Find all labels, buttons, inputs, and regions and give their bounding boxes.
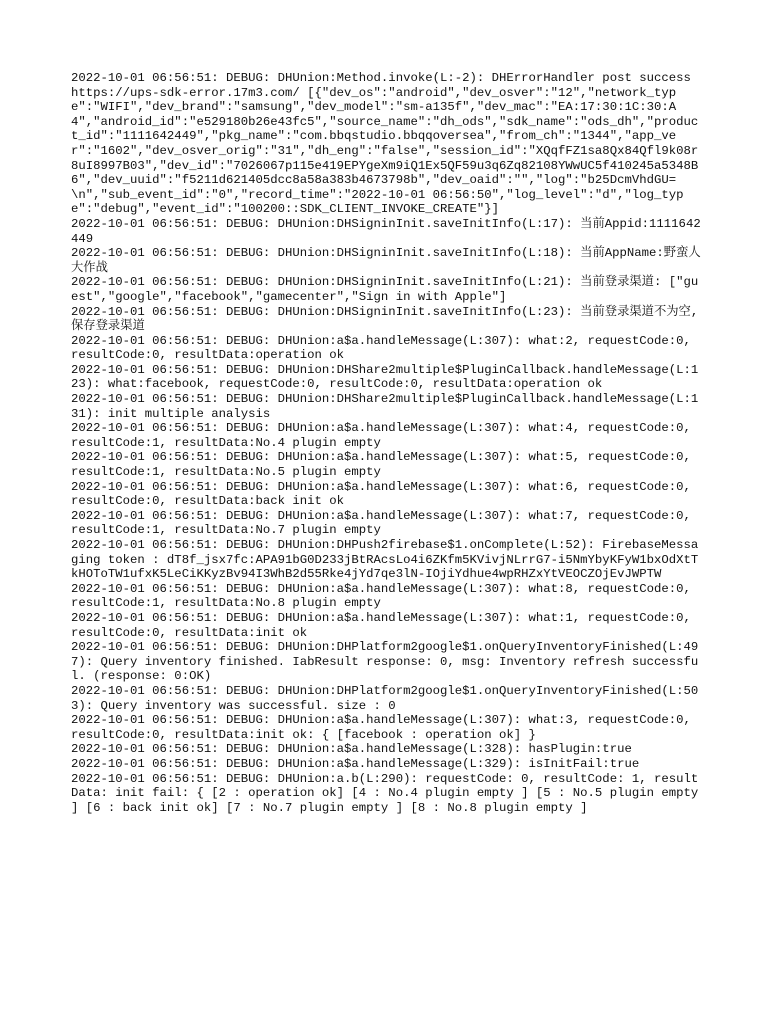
log-line: 2022-10-01 06:56:51: DEBUG: DHUnion:a$a.handleMessage(L:307): what:3, requestCode:0, resultCode:0, resultData:init ok: { [facebook : operation ok] } bbox=[71, 713, 699, 742]
log-line: 2022-10-01 06:56:51: DEBUG: DHUnion:a$a.handleMessage(L:307): what:7, requestCode:0, resultCode:1, resultData:No.7 plugin empty bbox=[71, 508, 699, 538]
log-line: 2022-10-01 06:56:51: DEBUG: DHUnion:a$a.handleMessage(L:307): what:8, requestCode:0, resultCode:1, resultData:No.8 plugin empty bbox=[71, 581, 699, 611]
log-line: 2022-10-01 06:56:51: DEBUG: DHUnion:a$a.handleMessage(L:307): what:5, requestCode:0, resultCode:1, resultData:No.5 plugin empty bbox=[71, 450, 699, 480]
log-line: 2022-10-01 06:56:51: DEBUG: DHUnion:a$a.handleMessage(L:307): what:4, requestCode:0, resultCode:1, resultData:No.4 plugin empty bbox=[71, 421, 699, 450]
log-line: 2022-10-01 06:56:51: DEBUG: DHUnion:DHSigninInit.saveInitInfo(L:23): 当前登录渠道不为空,保存登录渠道 bbox=[71, 304, 699, 334]
log-line: 2022-10-01 06:56:51: DEBUG: DHUnion:a$a.handleMessage(L:307): what:2, requestCode:0, resultCode:0, resultData:operation ok bbox=[71, 333, 699, 363]
log-line: 2022-10-01 06:56:51: DEBUG: DHUnion:a$a.handleMessage(L:307): what:6, requestCode:0, resultCode:0, resultData:back init ok bbox=[71, 479, 699, 509]
debug-log-document bbox=[71, 71, 706, 815]
log-line: 2022-10-01 06:56:51: DEBUG: DHUnion:DHSigninInit.saveInitInfo(L:17): 当前Appid:1111642449 bbox=[71, 216, 701, 246]
log-line: 2022-10-01 06:56:51: DEBUG: DHUnion:a.b(L:290): requestCode: 0, resultCode: 1, resultData: init fail: { [2 : operation ok] [4 : No.4 plugin empty ] [5 : No.5 plugin empty ] [6 : back init ok] [7 : No.7 plugin empty ] [8 : No.8 plugin empty ] bbox=[71, 771, 706, 815]
log-line: 2022-10-01 06:56:51: DEBUG: DHUnion:a$a.handleMessage(L:329): isInitFail:true bbox=[71, 756, 640, 771]
log-line: 2022-10-01 06:56:51: DEBUG: DHUnion:DHShare2multiple$PluginCallback.handleMessage(L:131): init multiple analysis bbox=[71, 392, 699, 421]
log-line: 2022-10-01 06:56:51: DEBUG: DHUnion:Method.invoke(L:-2): DHErrorHandler post success https://ups-sdk-error.17m3.com/ [{"dev_os":"android","dev_osver":"12","network_type":"WIFI","dev_brand":"samsung","dev_model":"sm-a135f","dev_mac":"EA:17:30:1C:30:A4","android_id":"e529180b26e43fc5","source_name":"dh_ods","sdk_name":"ods_dh","product_id":"1111642449","pkg_name":"com.bbqstudio.bbqqoversea","from_ch":"1344","app_ver":"1602","dev_osver_orig":"31","dh_eng":"false","session_id":"XQqfFZ1sa8Qx84Qfl9k08r8uI8997B03","dev_id":"7026067p115e419EPYgeXm9iQ1Ex5QF59u3q6Zq82108YWwUC5f410245a5348B6","dev_uuid":"f5211d621405dcc8a58a383b4673798b","dev_oaid":"","log":"b25DcmVhdGU=\n","sub_event_id":"0","record_time":"2022-10-01 06:56:50","log_level":"d","log_type":"debug","event_id":"100200::SDK_CLIENT_INVOKE_CREATE"}] bbox=[71, 71, 699, 217]
log-line: 2022-10-01 06:56:51: DEBUG: DHUnion:DHSigninInit.saveInitInfo(L:18): 当前AppName:野蛮人大作战 bbox=[71, 246, 701, 275]
log-line: 2022-10-01 06:56:51: DEBUG: DHUnion:DHSigninInit.saveInitInfo(L:21): 当前登录渠道: ["guest","google","facebook","gamecenter","Sign in with Apple"] bbox=[71, 275, 699, 304]
log-line: 2022-10-01 06:56:51: DEBUG: DHUnion:DHPlatform2google$1.onQueryInventoryFinished(L:503): Query inventory was successful. size : 0 bbox=[71, 683, 699, 713]
log-line: 2022-10-01 06:56:51: DEBUG: DHUnion:DHPlatform2google$1.onQueryInventoryFinished(L:497): Query inventory finished. IabResult response: 0, msg: Inventory refresh successful. (response: 0:OK) bbox=[71, 640, 699, 684]
log-line: 2022-10-01 06:56:51: DEBUG: DHUnion:DHPush2firebase$1.onComplete(L:52): FirebaseMessaging token : dT8f_jsx7fc:APA91bG0D233jBtRAcsLo4i6ZKfm5KVivjNLrrG7-i5NmYbyKFyW1bxOdXtTkHOToTW1ufxK5LeCiKKyzBv94I3WhB2d55Rke4jYd7qe3lN-IOjiYdhue4wpRHZxYtVEOCZOjEvJWPTW bbox=[71, 538, 699, 582]
log-line: 2022-10-01 06:56:51: DEBUG: DHUnion:a$a.handleMessage(L:328): hasPlugin:true bbox=[71, 742, 632, 757]
log-line: 2022-10-01 06:56:51: DEBUG: DHUnion:DHShare2multiple$PluginCallback.handleMessage(L:123): what:facebook, requestCode:0, resultCode:0, resultData:operation ok bbox=[71, 362, 699, 392]
log-line: 2022-10-01 06:56:51: DEBUG: DHUnion:a$a.handleMessage(L:307): what:1, requestCode:0, resultCode:0, resultData:init ok bbox=[71, 610, 699, 640]
